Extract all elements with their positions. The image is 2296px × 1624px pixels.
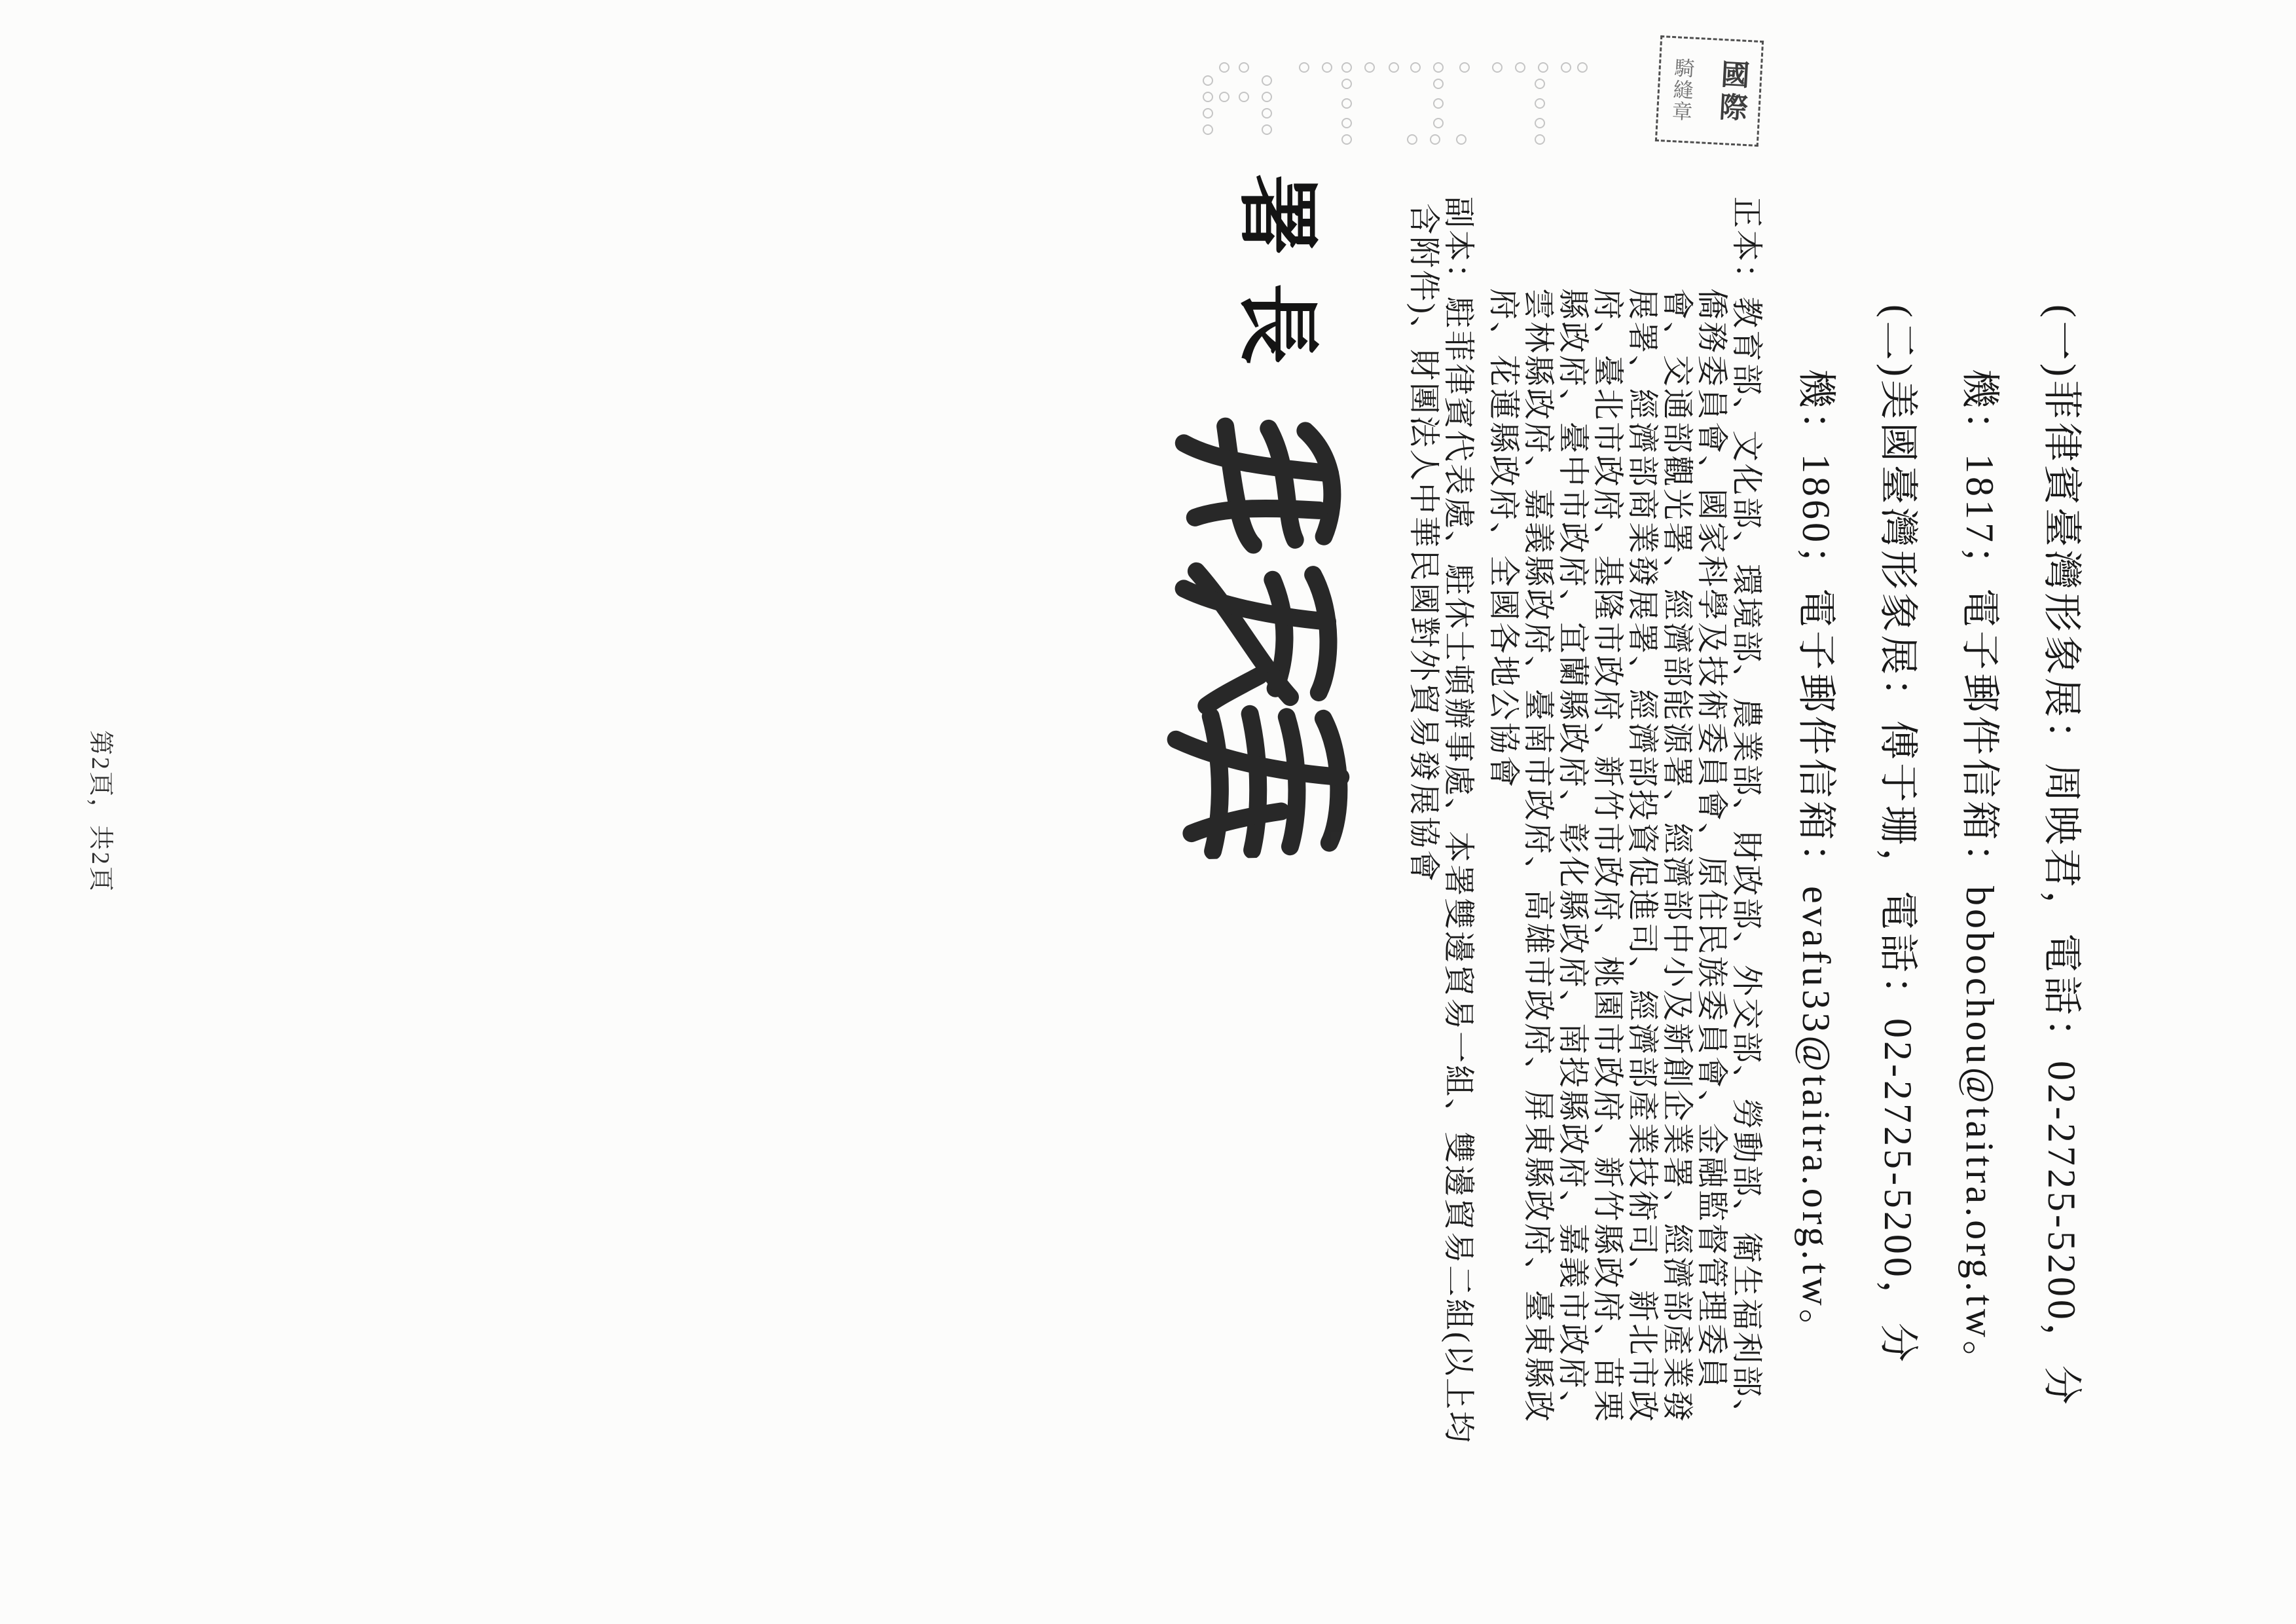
- perforation-dot: [1430, 134, 1440, 145]
- zhengben-line: 展署、經濟部商業發展署、經濟部投資促進司、經濟部產業技術司、新北市政: [1625, 288, 1660, 1424]
- perforation-dot: [1364, 62, 1375, 73]
- zhengben-line: 雲林縣政府、嘉義縣政府、臺南市政府、高雄市政府、屏東縣政府、臺東縣政: [1521, 288, 1556, 1424]
- perforation-dot: [1535, 98, 1545, 109]
- perforation-dot: [1322, 62, 1332, 73]
- fuben-line: 含附件)、財團法人中華民國對外貿易發展協會: [1406, 203, 1441, 883]
- perforation-dot: [1203, 108, 1213, 119]
- perforation-dot: [1219, 62, 1230, 73]
- page-number-footer: 第2頁，共2頁: [86, 730, 114, 894]
- perforation-dot: [1535, 79, 1545, 89]
- perforation-dot: [1341, 98, 1352, 109]
- perforation-dot: [1577, 62, 1588, 73]
- perforation-dot: [1407, 134, 1417, 145]
- contact-line-2: 機：1817；電子郵件信箱：bobochou@taitra.org.tw。: [1958, 369, 2001, 1384]
- signature-strokes-icon: [1141, 410, 1369, 860]
- perforation-dot: [1535, 118, 1545, 128]
- perforation-dot: [1203, 75, 1213, 86]
- zhengben-line: 僑務委員會、國家科學及技術委員會、原住民族委員會、金融監督管理委員: [1694, 288, 1729, 1391]
- paging-seal-stamp: [1659, 39, 1762, 144]
- perforation-dot: [1433, 79, 1444, 89]
- perforation-dot: [1433, 62, 1444, 73]
- perforation-dot: [1203, 124, 1213, 135]
- perforation-dot: [1239, 92, 1249, 102]
- perforation-dot: [1538, 62, 1548, 73]
- paging-seal-border: [1655, 35, 1764, 147]
- signature-calligraphy: [1147, 413, 1363, 858]
- zhengben-line: 正本：教育部、文化部、環境部、農業部、財政部、外交部、勞動部、衛生福利部、: [1729, 196, 1764, 1433]
- contact-line-4: 機：1860；電子郵件信箱：evafu33@taitra.org.tw。: [1795, 369, 1838, 1352]
- perforation-dot: [1341, 79, 1352, 89]
- perforation-dot: [1492, 62, 1503, 73]
- perforation-dot: [1262, 92, 1272, 102]
- perforation-dot: [1535, 134, 1545, 145]
- perforation-dot: [1515, 62, 1525, 73]
- perforation-dot: [1433, 98, 1444, 109]
- perforation-dot: [1341, 118, 1352, 128]
- perforation-dot: [1299, 62, 1309, 73]
- perforation-dot: [1456, 134, 1467, 145]
- perforation-dot: [1341, 62, 1352, 73]
- perforation-dot: [1262, 108, 1272, 119]
- perforation-dot: [1459, 62, 1470, 73]
- perforation-dot: [1203, 92, 1213, 102]
- zhengben-line: 會、交通部觀光署、經濟部能源署、經濟部中小及新創企業署、經濟部產業發: [1660, 288, 1694, 1424]
- stamp-text-left-column: 騎縫章: [1668, 56, 1695, 123]
- zhengben-line: 府、臺北市政府、基隆市政府、新竹市政府、桃園市政府、新竹縣政府、苗栗: [1590, 288, 1625, 1424]
- zhengben-line: 府、花蓮縣政府、全國各地公協會: [1486, 288, 1521, 790]
- perforation-dot: [1341, 134, 1352, 145]
- perforation-dot: [1389, 62, 1399, 73]
- perforation-dot: [1239, 62, 1249, 73]
- perforation-dot: [1262, 124, 1272, 135]
- zhengben-line: 縣政府、臺中市政府、宜蘭縣政府、彰化縣政府、南投縣政府、嘉義市政府、: [1556, 288, 1590, 1424]
- perforation-dot: [1219, 92, 1230, 102]
- perforation-dot: [1262, 75, 1272, 86]
- contact-line-3: (二)美國臺灣形象展：傅于珊，電話：02-2725-5200，分: [1876, 304, 1920, 1365]
- contact-line-1: (一)菲律賓臺灣形象展：周映君，電話：02-2725-5200，分: [2040, 304, 2083, 1408]
- fuben-line: 副本：駐菲律賓代表處、駐休士頓辦事處、本署雙邊貿易一組、雙邊貿易二組(以上均: [1441, 196, 1476, 1445]
- perforation-dot: [1433, 118, 1444, 128]
- perforation-dot: [1561, 62, 1571, 73]
- signer-title: 署長: [1231, 174, 1321, 392]
- perforation-dot: [1410, 62, 1421, 73]
- stamp-text-right-column: 國際: [1713, 58, 1749, 126]
